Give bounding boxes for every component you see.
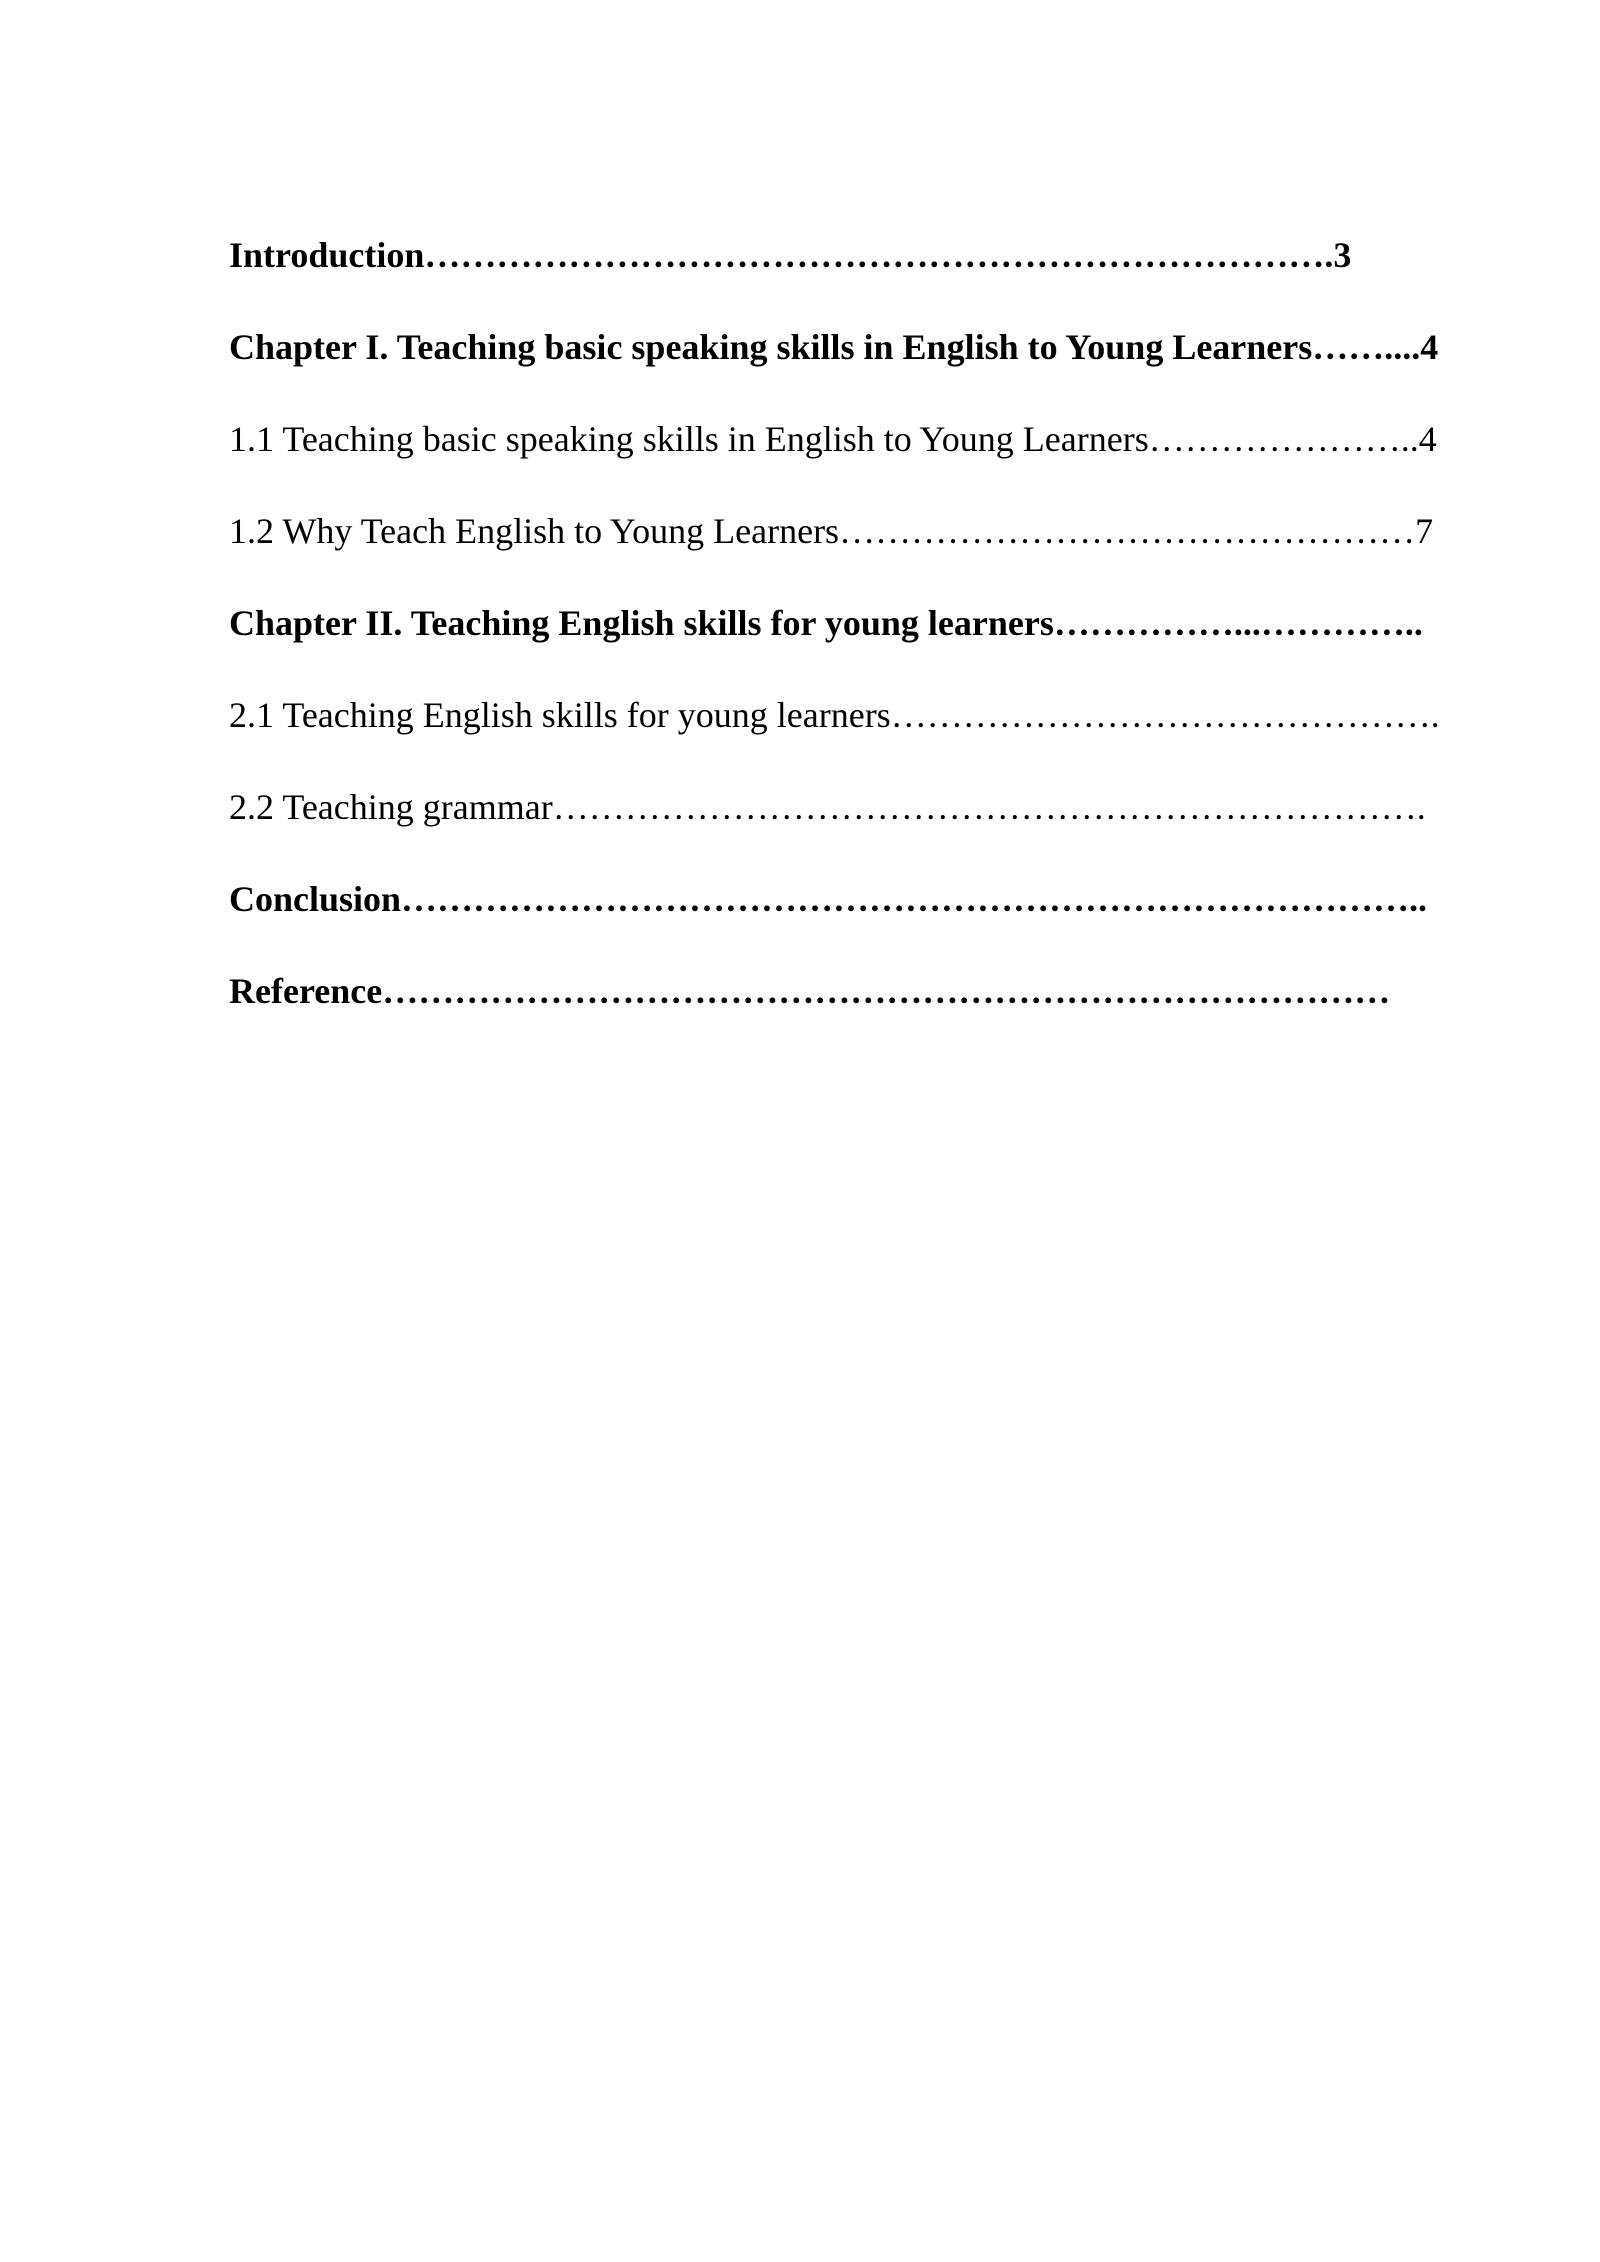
toc-chapter-1: Chapter I. Teaching basic speaking skills in English to Young Learners……....4 [229,327,1439,367]
toc-conclusion: Conclusion………………………………………………………………………….. [229,879,1428,919]
toc-chapter-2: Chapter II. Teaching English skills for young learners……………...………….. [229,603,1423,643]
toc-section-1-2: 1.2 Why Teach English to Young Learners…………………………………………7 [229,511,1434,551]
toc-introduction: Introduction………………………………………………………………….3 [229,235,1352,275]
toc-section-1-1: 1.1 Teaching basic speaking skills in English to Young Learners…………………..4 [229,419,1437,459]
table-of-contents [229,222,1488,1050]
toc-section-2-1: 2.1 Teaching English skills for young learners………………………………………. [229,695,1440,735]
toc-section-2-2: 2.2 Teaching grammar………………………………………………………………. [229,787,1426,827]
toc-reference: Reference………………………………………………………………………… [229,971,1391,1011]
